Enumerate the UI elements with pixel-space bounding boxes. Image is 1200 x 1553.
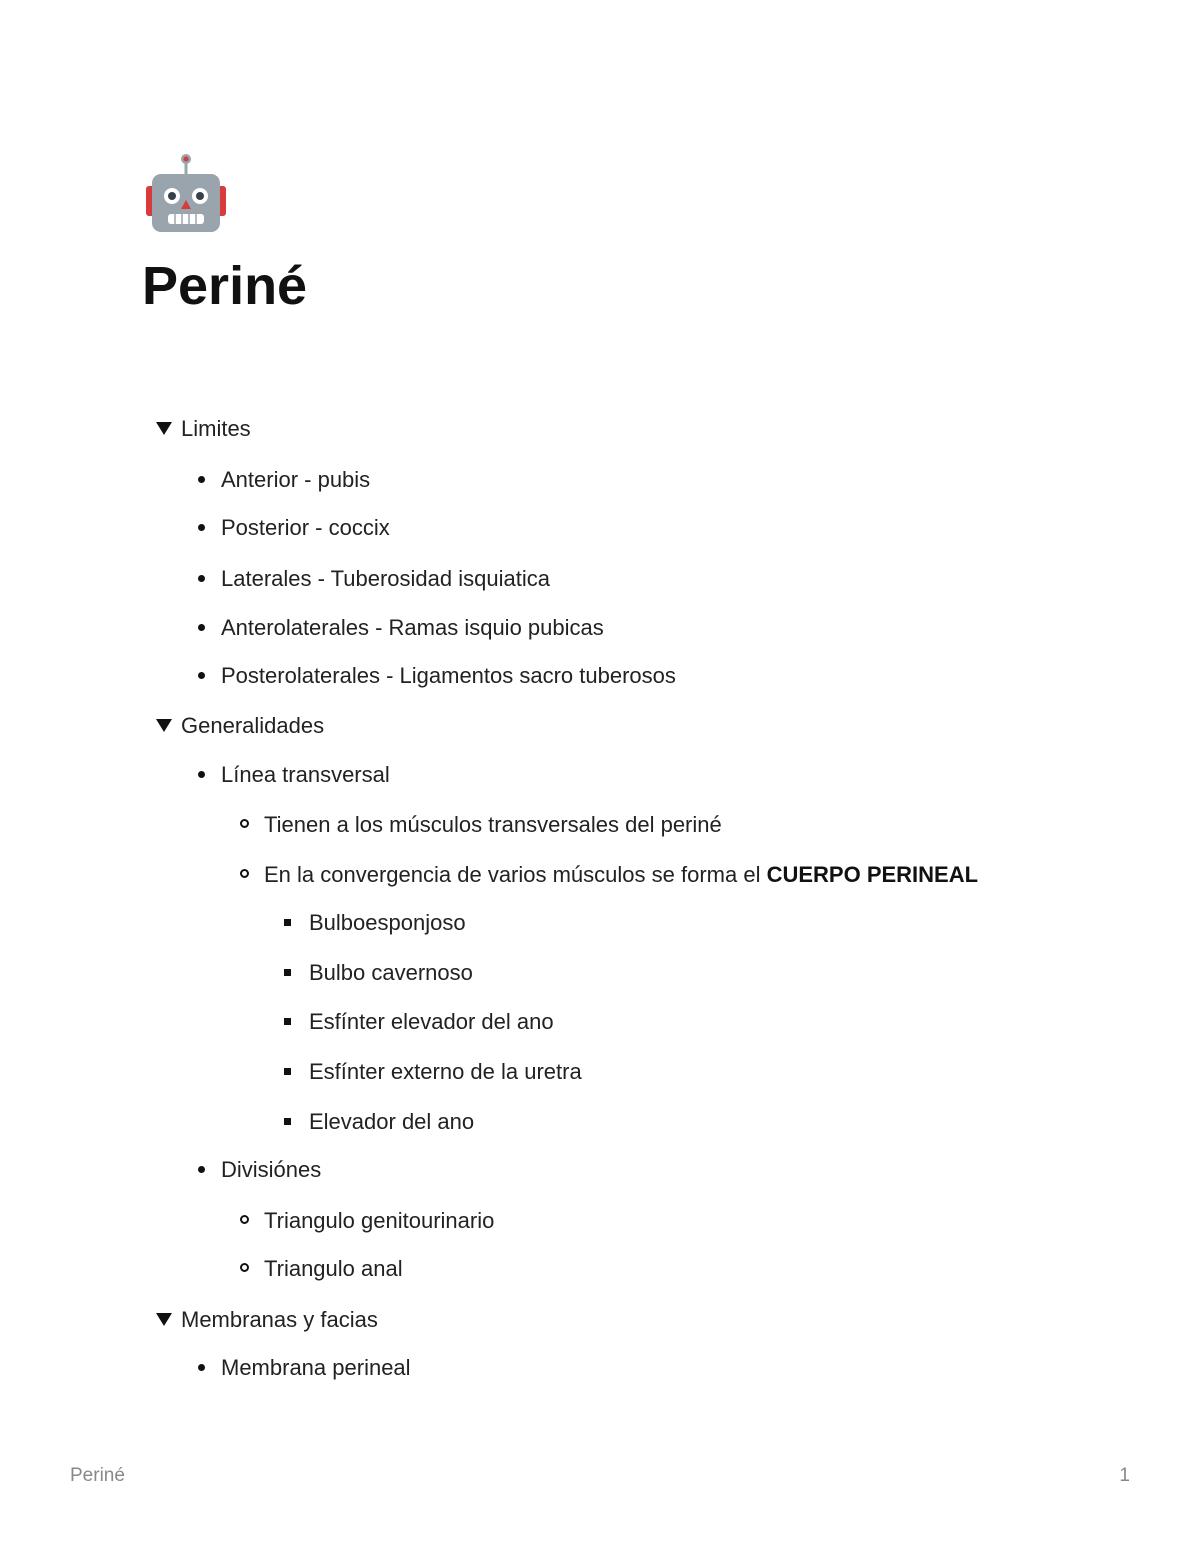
bullet-square-icon bbox=[284, 1068, 291, 1075]
toggle-heading: Generalidades bbox=[181, 713, 325, 738]
page-title: Periné bbox=[142, 256, 308, 316]
list-item bbox=[198, 761, 390, 789]
list-item bbox=[198, 662, 676, 690]
footer-title: Periné bbox=[70, 1465, 125, 1486]
toggle-arrow-icon[interactable] bbox=[156, 719, 172, 732]
list-item-text: Divisiónes bbox=[221, 1157, 322, 1182]
list-item-text: En la convergencia de varios músculos se forma el bbox=[264, 862, 767, 887]
bullet-disc-icon bbox=[198, 575, 205, 582]
list-item bbox=[198, 1354, 411, 1382]
bullet-disc-icon bbox=[198, 624, 205, 631]
toggle-generalidades[interactable] bbox=[156, 712, 324, 740]
bullet-square-icon bbox=[284, 969, 291, 976]
list-item bbox=[284, 1108, 474, 1136]
toggle-heading: Membranas y facias bbox=[181, 1307, 378, 1332]
list-item-text: Anterior - pubis bbox=[221, 467, 371, 492]
list-item bbox=[198, 466, 370, 494]
list-item bbox=[284, 1008, 554, 1036]
bullet-circle-icon bbox=[240, 819, 249, 828]
bullet-disc-icon bbox=[198, 1364, 205, 1371]
list-item bbox=[198, 614, 604, 642]
bullet-square-icon bbox=[284, 1018, 291, 1025]
list-item-text: Anterolaterales - Ramas isquio pubicas bbox=[221, 615, 604, 640]
page-number: 1 bbox=[1119, 1465, 1130, 1486]
list-item bbox=[198, 514, 390, 542]
toggle-limites[interactable] bbox=[156, 415, 251, 443]
bullet-disc-icon bbox=[198, 1166, 205, 1173]
list-item bbox=[284, 909, 466, 937]
list-item-text: Elevador del ano bbox=[309, 1109, 475, 1134]
toggle-heading: Limites bbox=[181, 416, 251, 441]
toggle-arrow-icon[interactable] bbox=[156, 1313, 172, 1326]
list-item-text: Línea transversal bbox=[221, 762, 390, 787]
list-item-text: Tienen a los músculos transversales del periné bbox=[264, 812, 722, 837]
list-item-text: Bulboesponjoso bbox=[309, 910, 466, 935]
bullet-disc-icon bbox=[198, 524, 205, 531]
list-item bbox=[240, 1207, 494, 1235]
bullet-square-icon bbox=[284, 919, 291, 926]
list-item bbox=[198, 565, 550, 593]
bullet-circle-icon bbox=[240, 1263, 249, 1272]
bullet-disc-icon bbox=[198, 476, 205, 483]
bullet-square-icon bbox=[284, 1118, 291, 1125]
list-item bbox=[198, 1156, 321, 1184]
list-item-text: Membrana perineal bbox=[221, 1355, 411, 1380]
robot-icon bbox=[144, 152, 228, 236]
list-item-text: Esfínter externo de la uretra bbox=[309, 1059, 582, 1084]
bullet-disc-icon bbox=[198, 771, 205, 778]
list-item-text: Bulbo cavernoso bbox=[309, 960, 473, 985]
toggle-membranas[interactable] bbox=[156, 1306, 378, 1334]
list-item-text: Posterolaterales - Ligamentos sacro tuberosos bbox=[221, 663, 676, 688]
page-icon bbox=[144, 152, 228, 236]
bullet-circle-icon bbox=[240, 1215, 249, 1224]
list-item-text: Laterales - Tuberosidad isquiatica bbox=[221, 566, 550, 591]
list-item bbox=[240, 811, 722, 839]
list-item bbox=[240, 1255, 403, 1283]
list-item bbox=[284, 1058, 582, 1086]
list-item-text: Esfínter elevador del ano bbox=[309, 1009, 554, 1034]
bullet-circle-icon bbox=[240, 869, 249, 878]
bold-term: CUERPO PERINEAL bbox=[766, 862, 979, 887]
list-item-text: Triangulo anal bbox=[264, 1256, 403, 1281]
bullet-disc-icon bbox=[198, 672, 205, 679]
list-item bbox=[284, 959, 473, 987]
list-item-text: Triangulo genitourinario bbox=[264, 1208, 495, 1233]
list-item-text: Posterior - coccix bbox=[221, 515, 390, 540]
toggle-arrow-icon[interactable] bbox=[156, 422, 172, 435]
list-item bbox=[240, 861, 978, 889]
